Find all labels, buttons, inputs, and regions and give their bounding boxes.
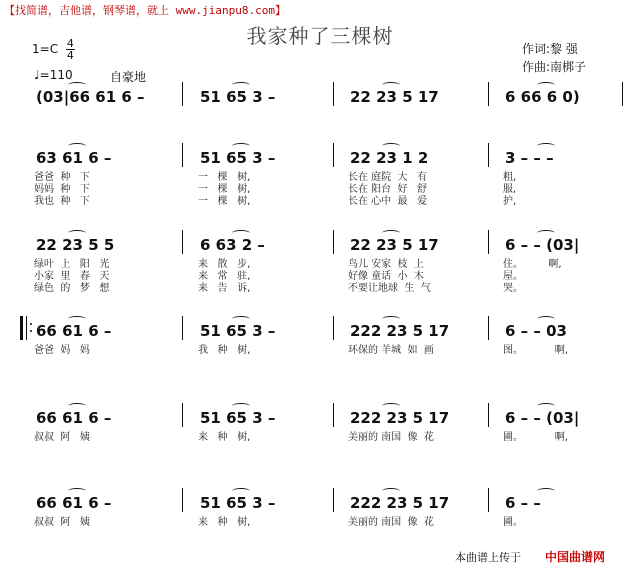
measure-notes: 6 66 6 0) [505,88,580,106]
slur-mark [382,403,400,409]
footer-text: 本曲谱上传于 [455,551,521,564]
lyric-text: 妈妈 种 下 [34,184,90,195]
measure-notes: 6 – – [505,494,541,512]
lyric-text: 来 种 树, [198,517,251,528]
bar-line [182,403,183,427]
lyric-text: 圃。 啊, [503,432,568,443]
measure-notes: 222 23 5 17 [350,409,450,427]
measure-notes: 22 23 5 17 [350,88,439,106]
composer: 作曲:南梆子 [522,60,587,74]
lyric-text: 来 种 树, [198,432,251,443]
slur-mark [68,316,86,322]
lyric-text: 我 种 树, [198,345,251,356]
repeat-dot [30,323,32,325]
lyric-text: 环保的 羊城 如 画 [348,345,434,356]
slur-mark [68,82,86,88]
lyric-text: 爸爸 种 下 [34,172,90,183]
lyric-text: 粗, [503,172,517,183]
lyric-text: 小家 里 春 天 [34,271,110,282]
slur-mark [537,82,555,88]
lyric-text: 绿色 的 梦 想 [34,283,110,294]
lyric-text: 哭。 [503,283,523,294]
measure-notes: 66 61 6 – [36,494,112,512]
lyric-text: 我也 种 下 [34,196,90,207]
lyric-text: 美丽的 南国 像 花 [348,517,434,528]
slur-mark [68,403,86,409]
measure-notes: 6 – – (03| [505,236,580,254]
lyric-text: 爸爸 妈 妈 [34,345,90,356]
repeat-bar-thin [26,316,27,340]
repeat-bar [20,316,23,340]
slur-mark [537,403,555,409]
measure-notes: 51 65 3 – [200,322,276,340]
lyric-text: 叔叔 阿 姨 [34,517,90,528]
bar-line [333,316,334,340]
slur-mark [537,230,555,236]
bar-line [182,230,183,254]
measure-notes: 51 65 3 – [200,149,276,167]
lyric-text: 来 告 诉, [198,283,251,294]
bar-line [333,230,334,254]
lyric-text: 长在 庭院 大 有 [348,172,428,183]
lyric-text: 鸟儿 安家 枝 上 [348,259,424,270]
measure-notes: (03|66 61 6 – [36,88,145,106]
lyric-text: 叔叔 阿 姨 [34,432,90,443]
slur-mark [68,488,86,494]
slur-mark [232,82,250,88]
slur-mark [232,143,250,149]
bar-line [333,488,334,512]
lyric-text: 来 常 驻, [198,271,251,282]
bar-line [182,488,183,512]
lyric-text: 来 散 步, [198,259,251,270]
bar-line [488,316,489,340]
measure-notes: 51 65 3 – [200,88,276,106]
slur-mark [537,143,555,149]
tempo-marking: ♩=110 [34,68,73,82]
bar-line [182,316,183,340]
bar-line [182,143,183,167]
quarter-note-icon: ♩ [34,68,40,82]
slur-mark [232,403,250,409]
lyric-text: 长在 心中 最 爱 [348,196,428,207]
key-signature [32,38,75,61]
slur-mark [382,488,400,494]
slur-mark [537,316,555,322]
bar-line [333,143,334,167]
song-title: 我家种了三棵树 [246,24,394,48]
lyric-text: 好像 童话 小 木 [348,271,424,282]
expression-marking: 自豪地 [110,70,147,84]
lyric-text: 一 棵 树, [198,184,251,195]
lyric-text: 一 棵 树, [198,196,251,207]
measure-notes: 66 61 6 – [36,409,112,427]
measure-notes: 6 63 2 – [200,236,265,254]
measure-notes: 6 – – 03 [505,322,567,340]
lyric-text: 住。 啊, [503,259,562,270]
lyric-text: 一 棵 树, [198,172,251,183]
slur-mark [232,316,250,322]
bar-line [622,82,623,106]
measure-notes: 3 – – – [505,149,554,167]
slur-mark [382,82,400,88]
measure-notes: 6 – – (03| [505,409,580,427]
site-banner: 【找简谱，吉他谱，钢琴谱，就上 www.jianpu8.com】 [4,4,286,17]
measure-notes: 222 23 5 17 [350,322,450,340]
measure-notes: 222 23 5 17 [350,494,450,512]
lyric-text: 服, [503,184,517,195]
slur-mark [232,488,250,494]
bar-line [488,488,489,512]
repeat-dot [30,330,32,332]
lyric-text: 长在 阳台 好 舒 [348,184,428,195]
measure-notes: 22 23 5 5 [36,236,115,254]
bar-line [488,403,489,427]
slur-mark [68,143,86,149]
key-label: 1=C [32,42,59,56]
slur-mark [382,316,400,322]
slur-mark [382,143,400,149]
measure-notes: 22 23 1 2 [350,149,429,167]
lyric-text: 图。 啊, [503,345,568,356]
measure-notes: 63 61 6 – [36,149,112,167]
lyric-text: 护, [503,196,517,207]
bar-line [488,82,489,106]
lyricist: 作词:黎 强 [522,42,578,56]
bar-line [182,82,183,106]
slur-mark [537,488,555,494]
measure-notes: 51 65 3 – [200,494,276,512]
lyric-text: 绿叶 上 阳 光 [34,259,110,270]
lyric-text: 圃。 [503,517,523,528]
lyric-text: 不要让地球 生 气 [348,283,431,294]
bar-line [333,403,334,427]
measure-notes: 22 23 5 17 [350,236,439,254]
slur-mark [232,230,250,236]
bar-line [488,143,489,167]
slur-mark [68,230,86,236]
lyric-text: 美丽的 南国 像 花 [348,432,434,443]
lyric-text: 屋。 [503,271,523,282]
bar-line [488,230,489,254]
measure-notes: 51 65 3 – [200,409,276,427]
measure-notes: 66 61 6 – [36,322,112,340]
slur-mark [382,230,400,236]
bar-line [333,82,334,106]
time-signature: $\frac{4}{4}$ [66,37,74,62]
site-logo: 中国曲谱网 [545,550,606,564]
